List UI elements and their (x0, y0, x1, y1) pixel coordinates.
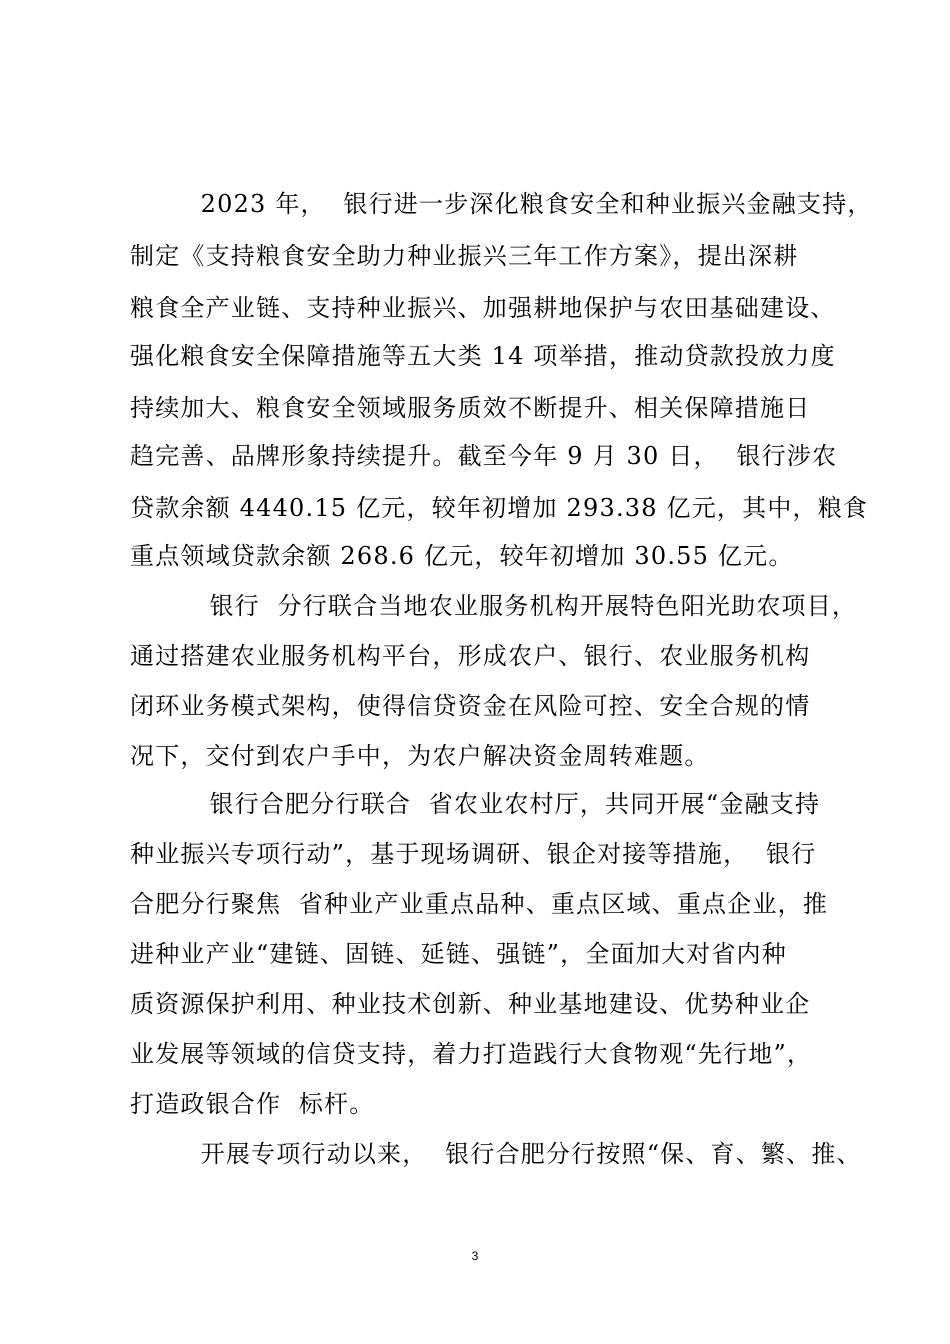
text-line: 持续加大、粮食安全领域服务质效不断提升、相关保障措施日 (130, 394, 811, 422)
text-line: 粮食全产业链、支持种业振兴、加强耕地保护与农田基础建设、 (130, 294, 836, 322)
text-line: 开展专项行动以来， 银行合肥分行按照“保、育、繁、推、 (130, 1140, 862, 1168)
text-line: 贷款余额 4440.15 亿元，较年初增加 293.38 亿元，其中，粮食 (130, 494, 869, 522)
page-number: 3 (471, 1249, 479, 1263)
text-line: 闭环业务模式架构，使得信贷资金在风险可控、安全合规的情 (130, 692, 811, 720)
text-line: 银行 分行联合当地农业服务机构开展特色阳光助农项目， (130, 592, 858, 620)
text-line: 合肥分行聚焦 省种业产业重点品种、重点区域、重点企业，推 (130, 890, 829, 918)
text-line: 种业振兴专项行动”，基于现场调研、银企对接等措施， 银行 (130, 840, 817, 868)
text-line: 业发展等领域的信贷支持，着力打造践行大食物观“先行地”， (130, 1040, 813, 1068)
text-line: 质资源保护利用、种业技术创新、种业基地建设、优势种业企 (130, 990, 811, 1018)
text-line: 趋完善、品牌形象持续提升。截至今年 9 月 30 日， 银行涉农 (130, 442, 838, 470)
text-line: 强化粮食安全保障措施等五大类 14 项举措，推动贷款投放力度 (130, 342, 836, 370)
text-line: 进种业产业“建链、固链、延链、强链”，全面加大对省内种 (130, 940, 787, 968)
text-line: 2023 年， 银行进一步深化粮食安全和种业振兴金融支持， (130, 190, 873, 218)
text-line: 打造政银合作 标杆。 (130, 1090, 375, 1118)
text-line: 银行合肥分行联合 省农业农村厅，共同开展“金融支持 (130, 790, 821, 818)
text-line: 通过搭建农业服务机构平台，形成农户、银行、农业服务机构 (130, 642, 811, 670)
text-line: 制定《支持粮食安全助力种业振兴三年工作方案》，提出深耕 (130, 242, 799, 270)
text-line: 重点领域贷款余额 268.6 亿元，较年初增加 30.55 亿元。 (130, 542, 794, 570)
text-line: 况下，交付到农户手中，为农户解决资金周转难题。 (130, 742, 710, 770)
